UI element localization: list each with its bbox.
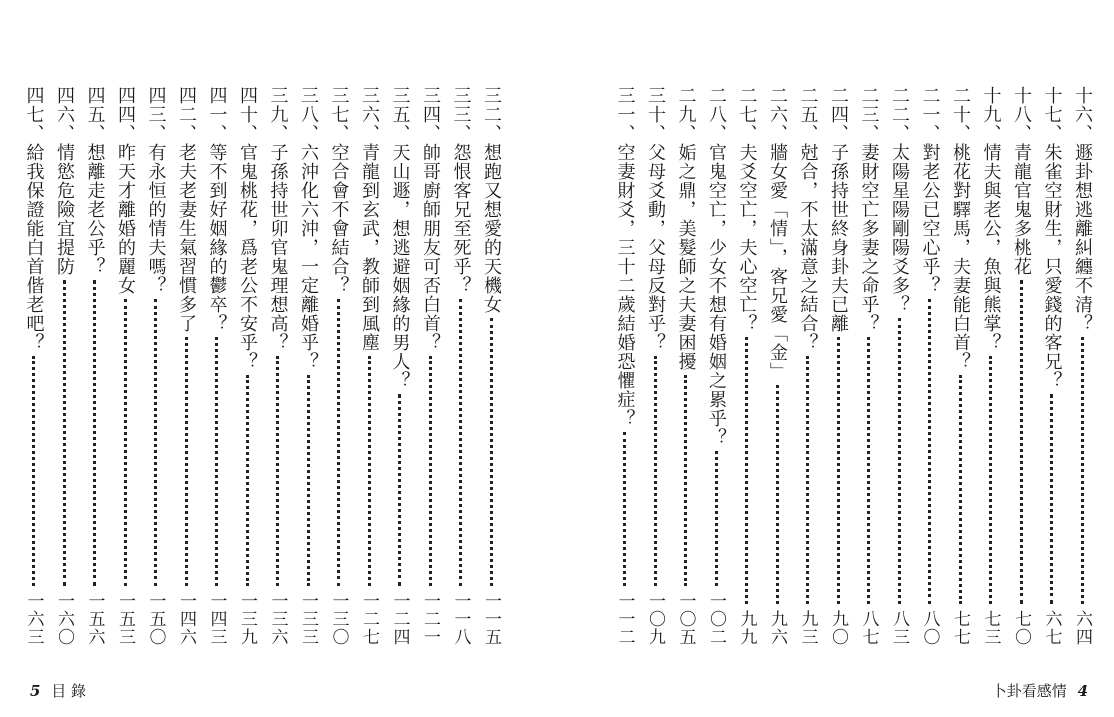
toc-entry [945,86,975,646]
toc-entry-page: 一一八 [450,592,471,646]
toc-entry-page: 八三 [889,610,909,646]
toc-entry [476,86,506,646]
toc-entry-title: 二五、尅合，不太滿意之結合？ [797,86,819,352]
toc-entry-title: 四十、官鬼桃花，爲老公不安乎？ [237,86,258,371]
dot-leader [623,432,626,586]
toc-entry-page: 一六〇 [54,592,74,646]
toc-entry-page: 一〇九 [645,592,665,646]
toc-entry-title: 二九、姤之鼎，美髮師之夫妻困擾 [675,86,697,371]
toc-entry-title: 二八、官鬼空亡，少女不想有婚姻之累乎？ [706,86,727,447]
toc-entry-title: 三八、六沖化六沖，一定離婚乎？ [298,86,319,371]
toc-entry [610,86,640,646]
dot-leader [215,337,218,586]
dot-leader [429,356,432,586]
toc-entry [884,86,914,646]
left-page-footer [24,680,86,701]
toc-entry [293,86,323,646]
dot-leader [490,318,493,586]
toc-entry-title: 二三、妻財空亡多妻之命乎？ [858,86,880,333]
toc-entry-page: 九〇 [828,610,848,646]
dot-leader [32,356,35,586]
dot-leader [246,375,249,586]
dot-leader [154,299,157,586]
dot-leader [715,451,718,586]
toc-entry-page: 一一五 [481,592,501,646]
toc-entry-page: 一二一 [420,592,440,646]
toc-entry-page: 一二七 [359,592,379,646]
toc-entry [762,86,792,646]
toc-entry [171,86,201,646]
dot-leader [276,356,279,586]
toc-entry [80,86,110,646]
toc-entry-title: 二十、桃花對驛馬，夫妻能白首？ [950,86,971,371]
dot-leader [898,318,901,604]
toc-entry-title: 二二、太陽星陽剛陽爻多？ [889,86,910,314]
toc-entry [976,86,1006,646]
toc-entry-page: 六七 [1041,610,1062,646]
toc-entry-title: 四一、等不到好姻緣的鬱卒？ [206,86,228,333]
toc-entry-page: 一〇二 [706,592,726,646]
toc-entry [732,86,762,646]
dot-leader [1020,280,1023,604]
dot-leader [93,280,96,586]
toc-entry [354,86,384,646]
toc-entry-page: 九九 [736,610,757,646]
toc-entry-title: 三六、青龍到玄武，教師到風塵 [359,86,380,352]
toc-entry-title: 三九、子孫持世卯官鬼理想高？ [267,86,289,352]
toc-entry-title: 四二、老夫老妻生氣習慣多了 [176,86,197,333]
toc-entry-page: 一三三 [298,592,318,646]
toc-entry-page: 一五六 [84,592,105,646]
dot-leader [776,385,779,604]
dot-leader [307,375,310,586]
dot-leader [398,394,401,586]
toc-entry [141,86,171,646]
toc-entry-title: 二六、牆女愛「情」，客兄愛「金」 [767,86,788,381]
toc-entry-page: 六四 [1072,610,1092,646]
dot-leader [185,337,188,586]
toc-entry-title: 四七、給我保證能白首偕老吧？ [23,86,45,352]
toc-entry-title: 十八、青龍官鬼多桃花 [1011,86,1032,276]
toc-entry-title: 二四、子孫持世終身卦夫已離 [828,86,849,333]
dot-leader [1050,394,1053,604]
toc-entry-page: 七三 [980,610,1001,646]
dot-leader [684,375,687,586]
toc-entry-page: 八七 [858,610,879,646]
dot-leader [989,356,992,604]
toc-entry [263,86,293,646]
dot-leader [654,356,657,586]
toc-entry-page: 一四六 [176,592,196,646]
toc-entry-page: 一六三 [23,592,44,646]
dot-leader [867,337,870,604]
toc-entry-page: 九六 [767,610,787,646]
toc-entry-page: 八〇 [919,610,940,646]
toc-entry-title: 十九、情夫與老公，魚與熊掌？ [980,86,1002,352]
toc-entry-title: 三二、想跑又想愛的天機女 [481,86,502,314]
toc-entry [49,86,79,646]
left-page-label: 目 錄 [51,682,86,700]
toc-entry-page: 一四三 [206,592,227,646]
toc-entry [446,86,476,646]
toc-entry [701,86,731,646]
dot-leader [1081,337,1084,604]
toc-entry [915,86,945,646]
toc-entry [640,86,670,646]
toc-entry [671,86,701,646]
toc-entry-page: 一三九 [237,592,257,646]
toc-entry-page: 一五三 [115,592,135,646]
toc-entry [19,86,49,646]
dot-leader [124,299,127,586]
toc-entry-title: 十七、朱雀空財生，只愛錢的客兄？ [1041,86,1063,390]
toc-entry-page: 九三 [797,610,818,646]
dot-leader [63,280,66,586]
toc-entry-title: 三四、帥哥廚師朋友可否白首？ [420,86,441,352]
toc-entry [202,86,232,646]
toc-entry [1006,86,1036,646]
toc-entry-title: 四四、昨天才離婚的麗女 [115,86,136,295]
toc-entry [793,86,823,646]
dot-leader [837,337,840,604]
toc-entry-page: 七〇 [1011,610,1031,646]
dot-leader [337,299,340,586]
toc-entry-page: 一三六 [267,592,288,646]
toc-entry [110,86,140,646]
right-page-number: 4 [1077,682,1088,700]
toc-entry-title: 十六、遯卦想逃離糾纏不清？ [1072,86,1093,333]
toc-entry [385,86,415,646]
toc-entry-title: 二一、對老公已空心乎？ [919,86,941,295]
dot-leader [959,375,962,604]
left-page-number: 5 [30,682,41,700]
toc-entry-title: 三五、天山遯，想逃避姻緣的男人？ [389,86,411,390]
right-page-label: 卜卦看感情 [991,682,1067,700]
right-toc-list [614,86,1097,656]
toc-entry-title: 四三、有永恒的情夫嗎？ [145,86,167,295]
dot-leader [368,356,371,586]
toc-entry-title: 四五、想離走老公乎？ [84,86,106,276]
toc-entry-title: 二七、夫爻空亡，夫心空亡？ [736,86,758,333]
toc-entry-title: 三一、空妻財爻，三十二歲結婚恐懼症？ [614,86,636,428]
toc-entry-title: 四六、情慾危險宜提防 [54,86,75,276]
toc-entry-page: 一二四 [389,592,410,646]
left-toc-list [24,86,506,656]
toc-entry [854,86,884,646]
right-page-footer [992,680,1094,701]
toc-entry-page: 一一二 [614,592,635,646]
dot-leader [745,337,748,604]
toc-entry [232,86,262,646]
toc-entry-page: 一五〇 [145,592,166,646]
dot-leader [806,356,809,604]
toc-entry-page: 七七 [950,610,970,646]
dot-leader [928,299,931,604]
toc-entry-page: 一〇五 [675,592,696,646]
toc-entry [1067,86,1097,646]
toc-entry-page: 一三〇 [328,592,349,646]
toc-entry-title: 三三、怨恨客兄至死乎？ [450,86,472,295]
toc-entry [415,86,445,646]
toc-entry [324,86,354,646]
toc-entry-title: 三十、父母爻動，父母反對乎？ [645,86,666,352]
dot-leader [459,299,462,586]
toc-entry-title: 三七、空合會不會結合？ [328,86,350,295]
toc-entry [1037,86,1067,646]
toc-entry [823,86,853,646]
